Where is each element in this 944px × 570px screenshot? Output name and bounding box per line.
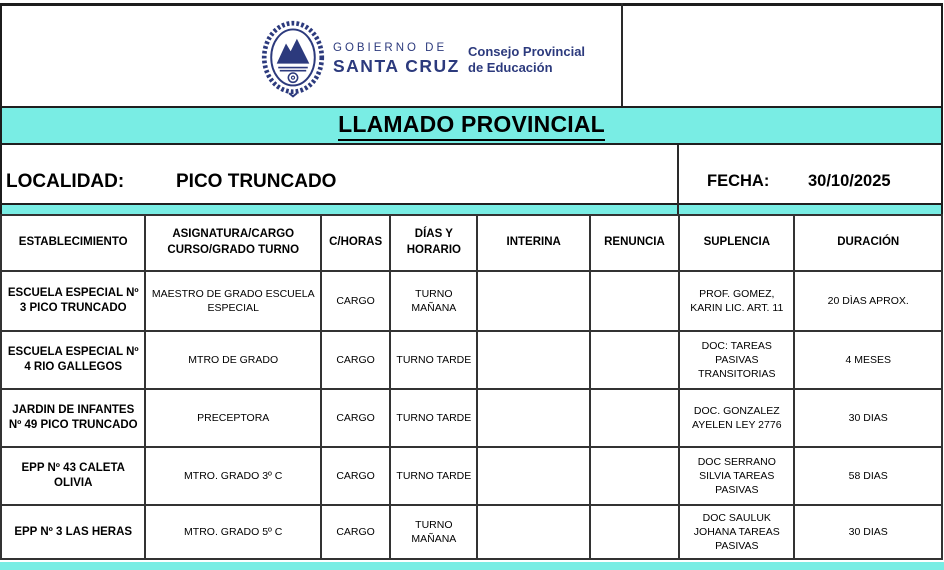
government-wordmark [333,42,460,77]
date-label: FECHA: [707,172,770,190]
bottom-band [0,562,944,570]
table-cell: MTRO DE GRADO [145,331,321,389]
establishment-cell: EPP Nº 3 LAS HERAS [1,505,145,559]
table-cell: 58 DIAS [794,447,942,505]
column-header: INTERINA [477,215,589,271]
table-cell: DOC SAULUK JOHANA TAREAS PASIVAS [679,505,794,559]
table-cell: MAESTRO DE GRADO ESCUELA ESPECIAL [145,271,321,331]
table-cell: 30 DIAS [794,389,942,447]
header-column-divider [621,3,623,106]
table-cell [590,447,679,505]
table-row [1,505,942,559]
locality-date-divider [677,145,679,203]
separator-band [0,203,943,214]
table-cell: TURNO TARDE [390,447,477,505]
locality-value: PICO TRUNCADO [176,171,337,192]
table-cell: DOC SERRANO SILVIA TAREAS PASIVAS [679,447,794,505]
table-cell: DOC. GONZALEZ AYELEN LEY 2776 [679,389,794,447]
table-cell: TURNO MAÑANA [390,505,477,559]
column-header: RENUNCIA [590,215,679,271]
separator-band-divider [677,203,679,214]
establishment-cell: EPP Nº 43 CALETA OLIVIA [1,447,145,505]
establishment-cell: JARDIN DE INFANTES Nº 49 PICO TRUNCADO [1,389,145,447]
page-title: LLAMADO PROVINCIAL [338,111,605,141]
table-cell [477,505,589,559]
establishment-cell: ESCUELA ESPECIAL Nº 4 RIO GALLEGOS [1,331,145,389]
table-cell [590,331,679,389]
column-header: ESTABLECIMIENTO [1,215,145,271]
council-line-1: Consejo Provincial [468,44,586,59]
table-cell [590,505,679,559]
brand-header [0,3,943,106]
table-cell: 30 DIAS [794,505,942,559]
establishment-cell: ESCUELA ESPECIAL Nº 3 PICO TRUNCADO [1,271,145,331]
table-row [1,331,942,389]
vacancies-table [0,214,943,560]
council-line-2: de Educación [468,60,553,76]
table-cell: DOC: TAREAS PASIVAS TRANSITORIAS [679,331,794,389]
locality-date-row [0,145,943,203]
column-header: SUPLENCIA [679,215,794,271]
column-header: ASIGNATURA/CARGO CURSO/GRADO TURNO [145,215,321,271]
table-cell [477,271,589,331]
santa-cruz-coat-of-arms-icon [258,19,328,104]
table-cell: 20 DÌAS APROX. [794,271,942,331]
table-cell: CARGO [321,505,390,559]
table-row [1,271,942,331]
table-cell [477,389,589,447]
date-value: 30/10/2025 [808,172,891,190]
table-cell [477,331,589,389]
table-body [1,271,942,559]
table-cell: CARGO [321,389,390,447]
table-cell: MTRO. GRADO 3º C [145,447,321,505]
table-cell: PRECEPTORA [145,389,321,447]
locality-label: LOCALIDAD: [6,171,125,192]
table-row [1,447,942,505]
table-header-row [1,215,942,271]
table-cell: CARGO [321,447,390,505]
council-wordmark [468,44,585,77]
government-name: SANTA CRUZ [333,56,460,76]
government-top-line: GOBIERNO DE [333,42,448,54]
title-band [0,106,943,145]
column-header: C/HORAS [321,215,390,271]
table-cell [590,271,679,331]
table-cell: 4 MESES [794,331,942,389]
table-cell: TURNO TARDE [390,389,477,447]
table-row [1,389,942,447]
table-cell: TURNO MAÑANA [390,271,477,331]
table-cell: PROF. GOMEZ, KARIN LIC. ART. 11 [679,271,794,331]
table-cell: CARGO [321,271,390,331]
table-cell: MTRO. GRADO 5º C [145,505,321,559]
table-cell: TURNO TARDE [390,331,477,389]
column-header: DÍAS Y HORARIO [390,215,477,271]
column-header: DURACIÓN [794,215,942,271]
table-cell [590,389,679,447]
table-cell: CARGO [321,331,390,389]
table-cell [477,447,589,505]
